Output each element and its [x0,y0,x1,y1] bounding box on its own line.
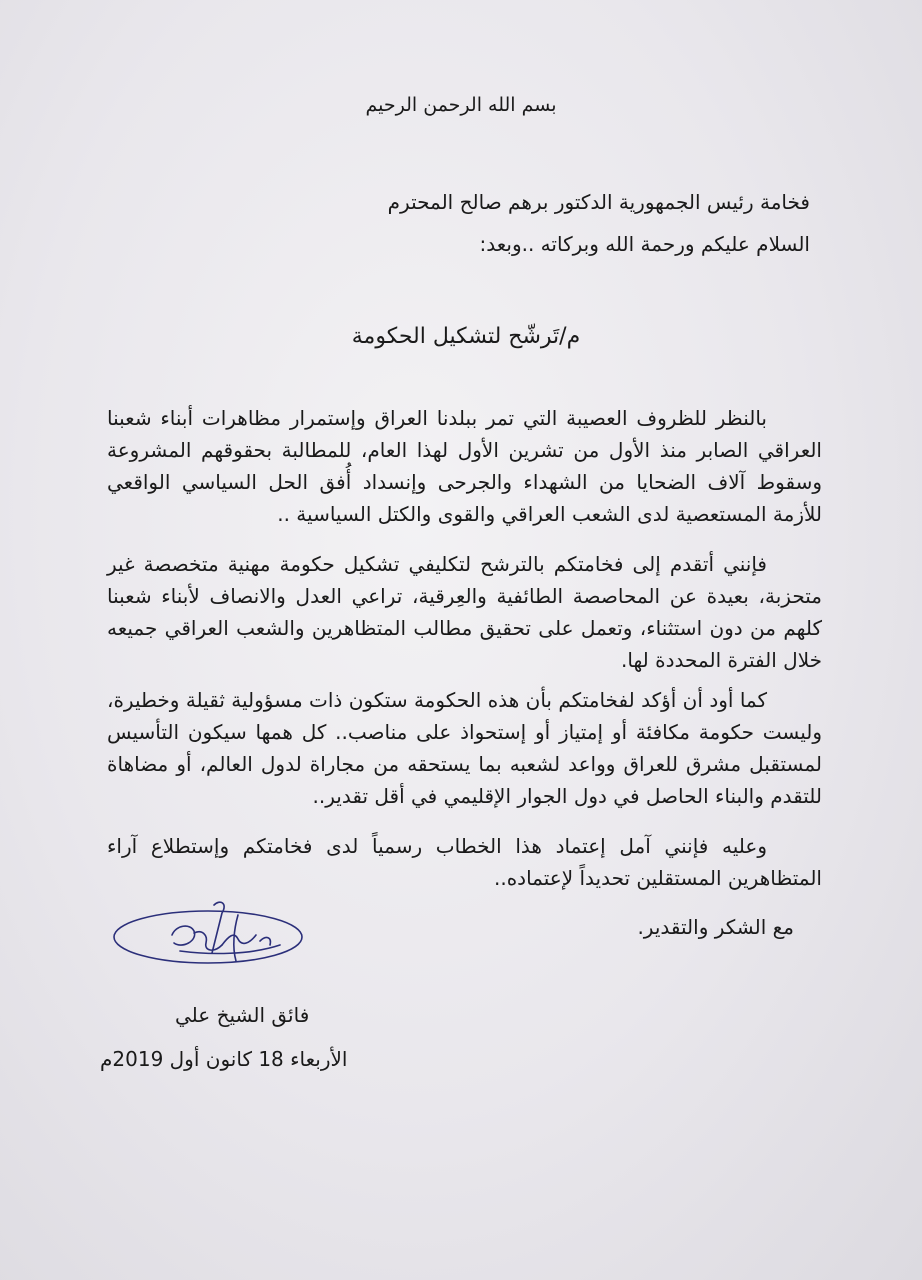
paragraph-4: وعليه فإنني آمل إعتماد هذا الخطاب رسمياً لدى فخامتكم وإستطلاع آراء المتظاهرين المستقلين تحديداً لإعتماده.. [107,834,822,890]
paragraph-2: فإنني أتقدم إلى فخامتكم بالترشح لتكليفي تشكيل حكومة مهنية متخصصة غير متحزبة، بعيدة عن المحاصصة الطائفية والعِرقية، تراعي العدل والانصاف لأبناء شعبنا كلهم من دون استثناء، وتعمل على تحقيق مطالب المتظاهرين والشعب العراقي جميعه خلال الفترة المحددة لها. [107,552,822,672]
addressee: فخامة رئيس الجمهورية الدكتور برهم صالح المحترم [387,190,810,214]
closing-phrase: مع الشكر والتقدير. [637,915,794,939]
subject-line: م/تَرشّح لتشكيل الحكومة [351,324,581,349]
letter-date: الأربعاء 18 كانون أول 2019م [100,1047,348,1071]
paragraph-3: كما أود أن أؤكد لفخامتكم بأن هذه الحكومة ستكون ذات مسؤولية ثقيلة وخطيرة، وليست حكومة مكافئة أو إمتياز أو إستحواذ على مناصب.. كل همها سيكون التأسيس لمستقبل مشرق للعراق وواعد لشعبه بما يستحقه من مجاراة لدول العالم، أو مضاهاة للتقدم والبناء الحاصل في دول الجوار الإقليمي في أقل تقدير.. [107,688,822,808]
greeting: السلام عليكم ورحمة الله وبركاته ..وبعد: [479,232,810,256]
basmala: بسم الله الرحمن الرحيم [365,94,557,116]
handwritten-signature [110,895,310,985]
paragraph-1: بالنظر للظروف العصيبة التي تمر ببلدنا العراق وإستمرار مظاهرات أبناء شعبنا العراقي الصابر منذ الأول من تشرين الأول لهذا العام، للمطالبة بحقوقهم المشروعة وسقوط آلاف الضحايا من الشهداء والجرحى وإنسداد أُفق الحل السياسي الواقعي للأزمة المستعصية لدى الشعب العراقي والقوى والكتل السياسية .. [107,406,822,526]
signer-name: فائق الشيخ علي [175,1003,310,1027]
